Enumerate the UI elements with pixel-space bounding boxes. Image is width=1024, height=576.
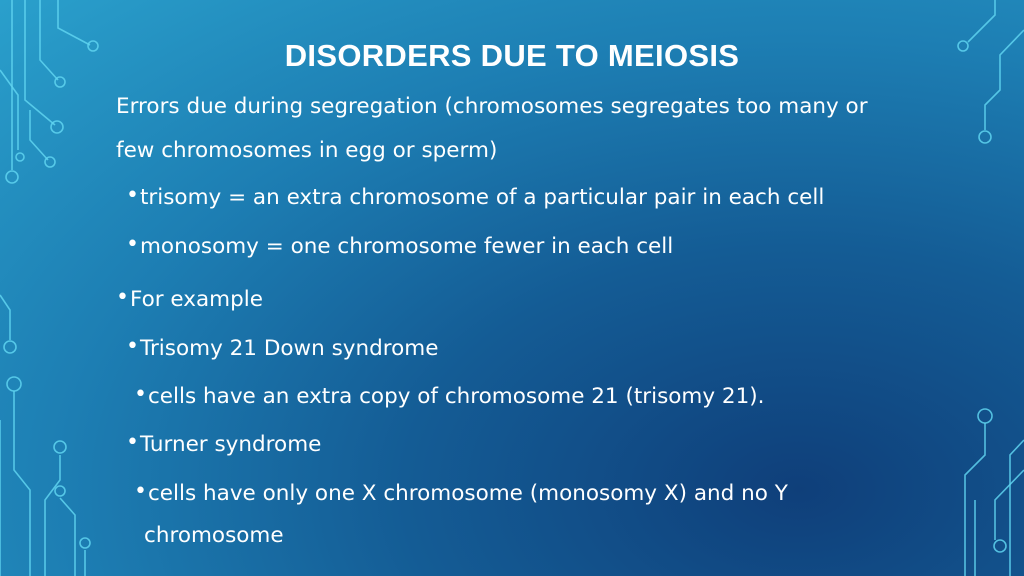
bullet-monosomy [126,233,673,261]
intro-text-line-2: few chromosomes in egg or sperm) [116,138,498,163]
bullet-icon: • [126,183,139,208]
bullet-text: monosomy = one chromosome fewer in each cell [139,234,674,259]
left-circuit-top [0,0,98,183]
bullet-text: Trisomy 21 Down syndrome [139,336,439,361]
bullet-text: cells have only one X chromosome (monosomy X) and no Y [147,481,788,506]
bullet-turner [126,431,321,459]
bullet-icon: • [134,382,147,407]
bullet-turner-detail [134,480,788,508]
bullet-trisomy [126,184,824,212]
bullet-icon: • [116,285,129,310]
bullet-for-example [116,286,263,314]
bullet-text: cells have an extra copy of chromosome 21 (trisomy 21). [147,384,765,409]
bullet-icon: • [126,334,139,359]
bullet-text: Turner syndrome [139,432,322,457]
bullet-text: For example [129,287,263,312]
bullet-text: trisomy = an extra chromosome of a particular pair in each cell [139,185,825,210]
bullet-trisomy-21 [126,335,438,363]
right-circuit-bottom [965,409,1024,576]
bullet-trisomy-21-detail [134,383,765,411]
bullet-icon: • [134,479,147,504]
bullet-turner-detail-continuation: chromosome [144,523,284,548]
bullet-icon: • [126,430,139,455]
left-circuit-bottom [0,295,90,576]
intro-text-line-1: Errors due during segregation (chromosomes segregates too many or [116,94,868,119]
slide-title: DISORDERS DUE TO MEIOSIS [284,38,740,73]
bullet-icon: • [126,232,139,257]
